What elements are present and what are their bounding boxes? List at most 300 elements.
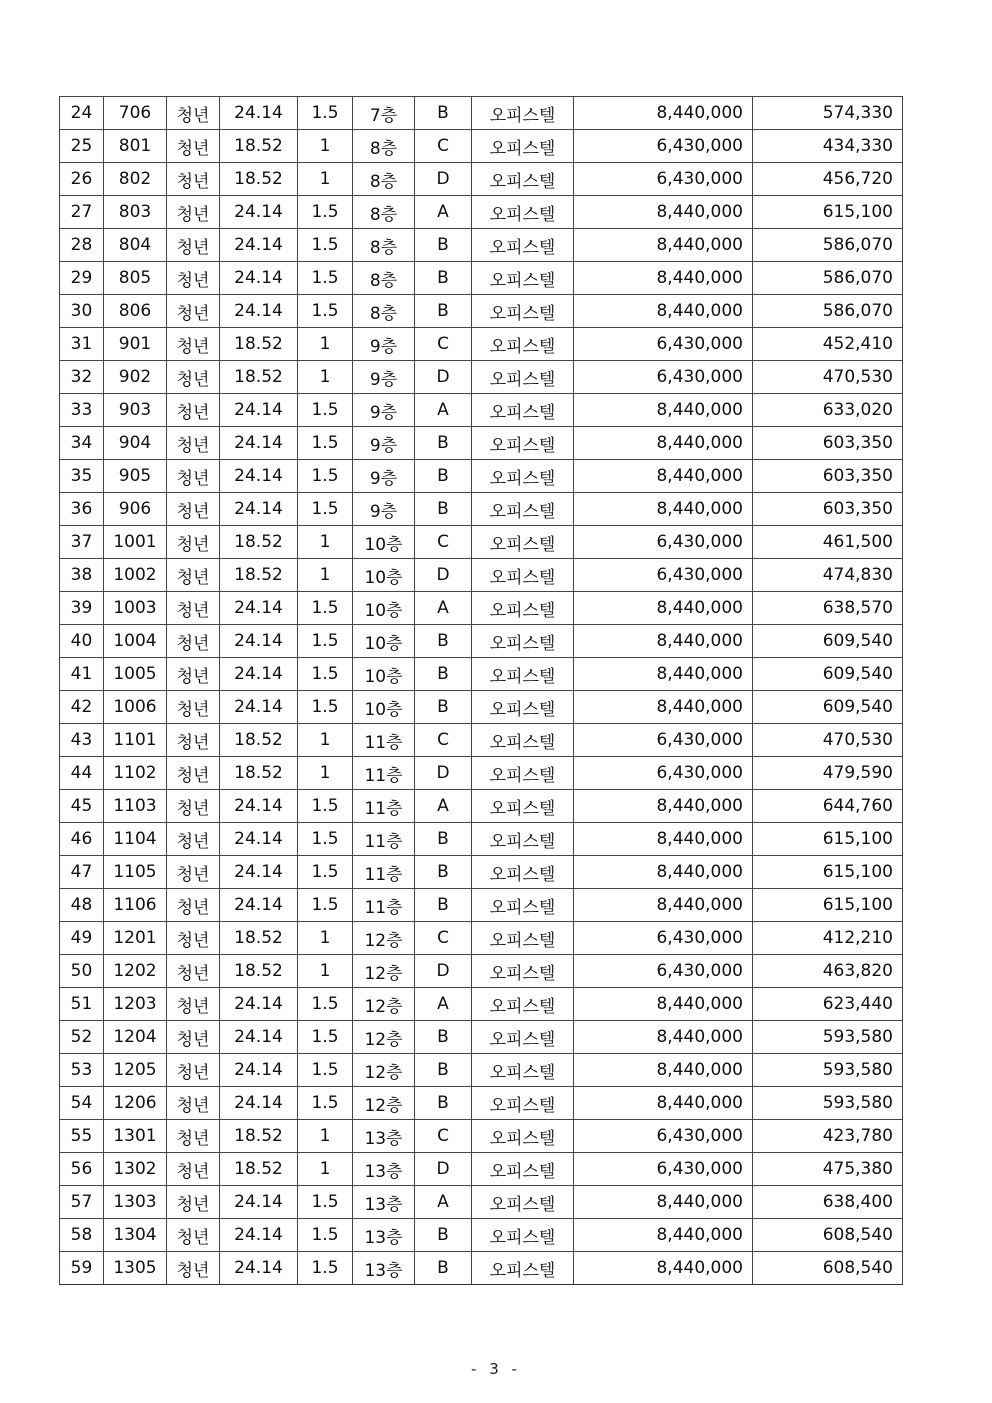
type-cell: 청년 — [167, 493, 220, 526]
row-no-cell: 51 — [60, 988, 104, 1021]
row-no-cell: 47 — [60, 856, 104, 889]
building-type-cell: 오피스텔 — [472, 1153, 574, 1186]
rent-cell: 609,540 — [753, 625, 903, 658]
unit-number-cell: 1002 — [104, 559, 167, 592]
building-type-cell: 오피스텔 — [472, 724, 574, 757]
value-cell: 1 — [298, 559, 353, 592]
building-type-cell: 오피스텔 — [472, 526, 574, 559]
value-cell: 1.5 — [298, 394, 353, 427]
value-cell: 1.5 — [298, 1021, 353, 1054]
row-no-cell: 48 — [60, 889, 104, 922]
unit-number-cell: 1103 — [104, 790, 167, 823]
row-no-cell: 25 — [60, 130, 104, 163]
value-cell: 1.5 — [298, 1219, 353, 1252]
row-no-cell: 24 — [60, 97, 104, 130]
value-cell: 1.5 — [298, 691, 353, 724]
type-cell: 청년 — [167, 724, 220, 757]
rent-cell: 615,100 — [753, 823, 903, 856]
floor-cell: 12층 — [353, 922, 415, 955]
floor-cell: 10층 — [353, 526, 415, 559]
table-row — [60, 988, 903, 1021]
value-cell: 1 — [298, 163, 353, 196]
value-cell: 1 — [298, 526, 353, 559]
table-row — [60, 328, 903, 361]
row-no-cell: 29 — [60, 262, 104, 295]
area-cell: 24.14 — [220, 691, 298, 724]
area-cell: 24.14 — [220, 1054, 298, 1087]
value-cell: 1.5 — [298, 856, 353, 889]
type-cell: 청년 — [167, 757, 220, 790]
building-type-cell: 오피스텔 — [472, 1021, 574, 1054]
building-type-cell: 오피스텔 — [472, 658, 574, 691]
building-type-cell: 오피스텔 — [472, 163, 574, 196]
value-cell: 1.5 — [298, 625, 353, 658]
type-cell: 청년 — [167, 1087, 220, 1120]
unit-number-cell: 903 — [104, 394, 167, 427]
value-cell: 1.5 — [298, 823, 353, 856]
area-cell: 24.14 — [220, 1087, 298, 1120]
deposit-cell: 8,440,000 — [574, 592, 753, 625]
type-cell: 청년 — [167, 130, 220, 163]
floor-cell: 10층 — [353, 658, 415, 691]
building-type-cell: 오피스텔 — [472, 691, 574, 724]
floor-cell: 11층 — [353, 823, 415, 856]
unit-number-cell: 1001 — [104, 526, 167, 559]
type-cell: 청년 — [167, 790, 220, 823]
area-cell: 24.14 — [220, 1021, 298, 1054]
row-no-cell: 52 — [60, 1021, 104, 1054]
area-cell: 24.14 — [220, 1219, 298, 1252]
unit-type-cell: B — [415, 1252, 472, 1285]
unit-number-cell: 1304 — [104, 1219, 167, 1252]
building-type-cell: 오피스텔 — [472, 1219, 574, 1252]
building-type-cell: 오피스텔 — [472, 988, 574, 1021]
table-row — [60, 493, 903, 526]
unit-number-cell: 1303 — [104, 1186, 167, 1219]
rent-cell: 423,780 — [753, 1120, 903, 1153]
type-cell: 청년 — [167, 1252, 220, 1285]
row-no-cell: 54 — [60, 1087, 104, 1120]
row-no-cell: 38 — [60, 559, 104, 592]
rent-cell: 603,350 — [753, 460, 903, 493]
unit-type-cell: B — [415, 295, 472, 328]
floor-cell: 13층 — [353, 1153, 415, 1186]
deposit-cell: 8,440,000 — [574, 988, 753, 1021]
row-no-cell: 50 — [60, 955, 104, 988]
rent-cell: 593,580 — [753, 1054, 903, 1087]
deposit-cell: 8,440,000 — [574, 625, 753, 658]
unit-type-cell: A — [415, 394, 472, 427]
rent-cell: 609,540 — [753, 658, 903, 691]
row-no-cell: 34 — [60, 427, 104, 460]
unit-number-cell: 1101 — [104, 724, 167, 757]
rent-cell: 475,380 — [753, 1153, 903, 1186]
unit-type-cell: B — [415, 229, 472, 262]
table-row — [60, 1153, 903, 1186]
table-row — [60, 361, 903, 394]
deposit-cell: 8,440,000 — [574, 691, 753, 724]
value-cell: 1.5 — [298, 988, 353, 1021]
type-cell: 청년 — [167, 1021, 220, 1054]
deposit-cell: 6,430,000 — [574, 526, 753, 559]
area-cell: 24.14 — [220, 427, 298, 460]
building-type-cell: 오피스텔 — [472, 922, 574, 955]
building-type-cell: 오피스텔 — [472, 559, 574, 592]
unit-number-cell: 905 — [104, 460, 167, 493]
unit-type-cell: A — [415, 790, 472, 823]
floor-cell: 10층 — [353, 691, 415, 724]
table-row — [60, 526, 903, 559]
value-cell: 1.5 — [298, 658, 353, 691]
row-no-cell: 40 — [60, 625, 104, 658]
table-row — [60, 922, 903, 955]
floor-cell: 9층 — [353, 394, 415, 427]
value-cell: 1.5 — [298, 196, 353, 229]
row-no-cell: 49 — [60, 922, 104, 955]
building-type-cell: 오피스텔 — [472, 1120, 574, 1153]
row-no-cell: 37 — [60, 526, 104, 559]
unit-number-cell: 804 — [104, 229, 167, 262]
building-type-cell: 오피스텔 — [472, 427, 574, 460]
unit-number-cell: 805 — [104, 262, 167, 295]
type-cell: 청년 — [167, 625, 220, 658]
building-type-cell: 오피스텔 — [472, 394, 574, 427]
deposit-cell: 8,440,000 — [574, 823, 753, 856]
area-cell: 18.52 — [220, 724, 298, 757]
rent-cell: 470,530 — [753, 724, 903, 757]
deposit-cell: 6,430,000 — [574, 1120, 753, 1153]
type-cell: 청년 — [167, 988, 220, 1021]
unit-number-cell: 1202 — [104, 955, 167, 988]
area-cell: 24.14 — [220, 889, 298, 922]
value-cell: 1 — [298, 724, 353, 757]
floor-cell: 8층 — [353, 262, 415, 295]
building-type-cell: 오피스텔 — [472, 1186, 574, 1219]
area-cell: 18.52 — [220, 757, 298, 790]
floor-cell: 12층 — [353, 1054, 415, 1087]
rent-cell: 608,540 — [753, 1219, 903, 1252]
deposit-cell: 8,440,000 — [574, 1252, 753, 1285]
unit-type-cell: C — [415, 922, 472, 955]
building-type-cell: 오피스텔 — [472, 493, 574, 526]
floor-cell: 13층 — [353, 1252, 415, 1285]
unit-number-cell: 906 — [104, 493, 167, 526]
floor-cell: 13층 — [353, 1120, 415, 1153]
rent-cell: 615,100 — [753, 889, 903, 922]
area-cell: 18.52 — [220, 130, 298, 163]
value-cell: 1.5 — [298, 889, 353, 922]
deposit-cell: 6,430,000 — [574, 1153, 753, 1186]
table-row — [60, 460, 903, 493]
unit-type-cell: A — [415, 1186, 472, 1219]
floor-cell: 10층 — [353, 592, 415, 625]
table-row — [60, 1087, 903, 1120]
deposit-cell: 8,440,000 — [574, 790, 753, 823]
unit-type-cell: B — [415, 262, 472, 295]
deposit-cell: 6,430,000 — [574, 724, 753, 757]
type-cell: 청년 — [167, 1153, 220, 1186]
table-row — [60, 97, 903, 130]
table-row — [60, 394, 903, 427]
building-type-cell: 오피스텔 — [472, 1054, 574, 1087]
row-no-cell: 45 — [60, 790, 104, 823]
rent-cell: 603,350 — [753, 427, 903, 460]
unit-number-cell: 1004 — [104, 625, 167, 658]
unit-type-cell: C — [415, 328, 472, 361]
unit-type-cell: B — [415, 1219, 472, 1252]
type-cell: 청년 — [167, 658, 220, 691]
value-cell: 1.5 — [298, 1186, 353, 1219]
deposit-cell: 8,440,000 — [574, 460, 753, 493]
unit-type-cell: D — [415, 559, 472, 592]
rent-cell: 452,410 — [753, 328, 903, 361]
row-no-cell: 39 — [60, 592, 104, 625]
unit-type-cell: A — [415, 592, 472, 625]
value-cell: 1 — [298, 922, 353, 955]
unit-number-cell: 1305 — [104, 1252, 167, 1285]
unit-type-cell: B — [415, 460, 472, 493]
type-cell: 청년 — [167, 460, 220, 493]
deposit-cell: 8,440,000 — [574, 1054, 753, 1087]
value-cell: 1 — [298, 955, 353, 988]
type-cell: 청년 — [167, 361, 220, 394]
unit-type-cell: A — [415, 988, 472, 1021]
unit-table — [59, 96, 903, 1285]
type-cell: 청년 — [167, 1219, 220, 1252]
area-cell: 24.14 — [220, 97, 298, 130]
rent-cell: 470,530 — [753, 361, 903, 394]
row-no-cell: 55 — [60, 1120, 104, 1153]
unit-number-cell: 706 — [104, 97, 167, 130]
type-cell: 청년 — [167, 262, 220, 295]
building-type-cell: 오피스텔 — [472, 295, 574, 328]
rent-cell: 474,830 — [753, 559, 903, 592]
value-cell: 1 — [298, 1153, 353, 1186]
row-no-cell: 46 — [60, 823, 104, 856]
unit-number-cell: 901 — [104, 328, 167, 361]
deposit-cell: 8,440,000 — [574, 889, 753, 922]
rent-cell: 615,100 — [753, 856, 903, 889]
unit-type-cell: B — [415, 493, 472, 526]
unit-number-cell: 1104 — [104, 823, 167, 856]
row-no-cell: 57 — [60, 1186, 104, 1219]
unit-number-cell: 1206 — [104, 1087, 167, 1120]
deposit-cell: 6,430,000 — [574, 559, 753, 592]
deposit-cell: 8,440,000 — [574, 1021, 753, 1054]
value-cell: 1.5 — [298, 97, 353, 130]
unit-number-cell: 1302 — [104, 1153, 167, 1186]
table-row — [60, 1120, 903, 1153]
area-cell: 24.14 — [220, 394, 298, 427]
building-type-cell: 오피스텔 — [472, 130, 574, 163]
table-row — [60, 658, 903, 691]
type-cell: 청년 — [167, 1120, 220, 1153]
area-cell: 24.14 — [220, 196, 298, 229]
area-cell: 24.14 — [220, 493, 298, 526]
rent-cell: 463,820 — [753, 955, 903, 988]
value-cell: 1.5 — [298, 1252, 353, 1285]
type-cell: 청년 — [167, 229, 220, 262]
type-cell: 청년 — [167, 856, 220, 889]
type-cell: 청년 — [167, 559, 220, 592]
value-cell: 1 — [298, 361, 353, 394]
unit-number-cell: 1006 — [104, 691, 167, 724]
floor-cell: 13층 — [353, 1219, 415, 1252]
row-no-cell: 42 — [60, 691, 104, 724]
area-cell: 24.14 — [220, 1186, 298, 1219]
value-cell: 1.5 — [298, 1087, 353, 1120]
rent-cell: 644,760 — [753, 790, 903, 823]
table-row — [60, 724, 903, 757]
building-type-cell: 오피스텔 — [472, 361, 574, 394]
type-cell: 청년 — [167, 691, 220, 724]
building-type-cell: 오피스텔 — [472, 823, 574, 856]
unit-type-cell: D — [415, 955, 472, 988]
table-row — [60, 889, 903, 922]
row-no-cell: 59 — [60, 1252, 104, 1285]
rent-cell: 593,580 — [753, 1021, 903, 1054]
unit-type-cell: D — [415, 757, 472, 790]
rent-cell: 609,540 — [753, 691, 903, 724]
area-cell: 24.14 — [220, 856, 298, 889]
rent-cell: 586,070 — [753, 295, 903, 328]
floor-cell: 12층 — [353, 988, 415, 1021]
value-cell: 1 — [298, 130, 353, 163]
unit-type-cell: D — [415, 1153, 472, 1186]
unit-number-cell: 1003 — [104, 592, 167, 625]
table-row — [60, 1186, 903, 1219]
value-cell: 1 — [298, 1120, 353, 1153]
area-cell: 18.52 — [220, 1120, 298, 1153]
table-row — [60, 130, 903, 163]
value-cell: 1.5 — [298, 427, 353, 460]
page-number: - 3 - — [471, 1360, 521, 1378]
floor-cell: 8층 — [353, 163, 415, 196]
floor-cell: 11층 — [353, 757, 415, 790]
floor-cell: 10층 — [353, 625, 415, 658]
unit-type-cell: C — [415, 1120, 472, 1153]
table-row — [60, 823, 903, 856]
unit-type-cell: B — [415, 427, 472, 460]
deposit-cell: 6,430,000 — [574, 328, 753, 361]
building-type-cell: 오피스텔 — [472, 1087, 574, 1120]
type-cell: 청년 — [167, 526, 220, 559]
area-cell: 18.52 — [220, 361, 298, 394]
deposit-cell: 8,440,000 — [574, 856, 753, 889]
unit-type-cell: B — [415, 1087, 472, 1120]
deposit-cell: 6,430,000 — [574, 130, 753, 163]
unit-type-cell: B — [415, 889, 472, 922]
row-no-cell: 28 — [60, 229, 104, 262]
area-cell: 24.14 — [220, 988, 298, 1021]
area-cell: 24.14 — [220, 295, 298, 328]
unit-number-cell: 904 — [104, 427, 167, 460]
floor-cell: 11층 — [353, 889, 415, 922]
rent-cell: 593,580 — [753, 1087, 903, 1120]
rent-cell: 412,210 — [753, 922, 903, 955]
row-no-cell: 53 — [60, 1054, 104, 1087]
unit-number-cell: 806 — [104, 295, 167, 328]
deposit-cell: 8,440,000 — [574, 1087, 753, 1120]
floor-cell: 11층 — [353, 724, 415, 757]
floor-cell: 8층 — [353, 130, 415, 163]
unit-type-cell: B — [415, 625, 472, 658]
building-type-cell: 오피스텔 — [472, 1252, 574, 1285]
unit-type-cell: B — [415, 856, 472, 889]
area-cell: 24.14 — [220, 262, 298, 295]
floor-cell: 8층 — [353, 229, 415, 262]
area-cell: 24.14 — [220, 790, 298, 823]
deposit-cell: 8,440,000 — [574, 427, 753, 460]
rent-cell: 586,070 — [753, 262, 903, 295]
rent-cell: 479,590 — [753, 757, 903, 790]
floor-cell: 12층 — [353, 1021, 415, 1054]
type-cell: 청년 — [167, 328, 220, 361]
building-type-cell: 오피스텔 — [472, 625, 574, 658]
value-cell: 1.5 — [298, 229, 353, 262]
table-row — [60, 262, 903, 295]
floor-cell: 7층 — [353, 97, 415, 130]
row-no-cell: 35 — [60, 460, 104, 493]
unit-number-cell: 1203 — [104, 988, 167, 1021]
floor-cell: 9층 — [353, 328, 415, 361]
deposit-cell: 8,440,000 — [574, 394, 753, 427]
deposit-cell: 8,440,000 — [574, 97, 753, 130]
area-cell: 18.52 — [220, 922, 298, 955]
building-type-cell: 오피스텔 — [472, 592, 574, 625]
building-type-cell: 오피스텔 — [472, 889, 574, 922]
deposit-cell: 8,440,000 — [574, 493, 753, 526]
unit-type-cell: C — [415, 526, 472, 559]
table-row — [60, 757, 903, 790]
unit-type-cell: B — [415, 823, 472, 856]
type-cell: 청년 — [167, 823, 220, 856]
deposit-cell: 8,440,000 — [574, 262, 753, 295]
area-cell: 18.52 — [220, 559, 298, 592]
floor-cell: 12층 — [353, 1087, 415, 1120]
rent-cell: 461,500 — [753, 526, 903, 559]
building-type-cell: 오피스텔 — [472, 856, 574, 889]
row-no-cell: 44 — [60, 757, 104, 790]
deposit-cell: 6,430,000 — [574, 361, 753, 394]
unit-number-cell: 1105 — [104, 856, 167, 889]
type-cell: 청년 — [167, 427, 220, 460]
deposit-cell: 8,440,000 — [574, 1219, 753, 1252]
building-type-cell: 오피스텔 — [472, 790, 574, 823]
floor-cell: 10층 — [353, 559, 415, 592]
unit-number-cell: 1301 — [104, 1120, 167, 1153]
floor-cell: 9층 — [353, 460, 415, 493]
row-no-cell: 33 — [60, 394, 104, 427]
value-cell: 1.5 — [298, 295, 353, 328]
unit-type-cell: A — [415, 196, 472, 229]
type-cell: 청년 — [167, 97, 220, 130]
area-cell: 24.14 — [220, 823, 298, 856]
table-row — [60, 955, 903, 988]
table-row — [60, 559, 903, 592]
table-row — [60, 229, 903, 262]
table-row — [60, 163, 903, 196]
row-no-cell: 31 — [60, 328, 104, 361]
row-no-cell: 30 — [60, 295, 104, 328]
type-cell: 청년 — [167, 922, 220, 955]
building-type-cell: 오피스텔 — [472, 757, 574, 790]
area-cell: 24.14 — [220, 1252, 298, 1285]
deposit-cell: 8,440,000 — [574, 658, 753, 691]
table-row — [60, 196, 903, 229]
unit-number-cell: 1204 — [104, 1021, 167, 1054]
type-cell: 청년 — [167, 196, 220, 229]
